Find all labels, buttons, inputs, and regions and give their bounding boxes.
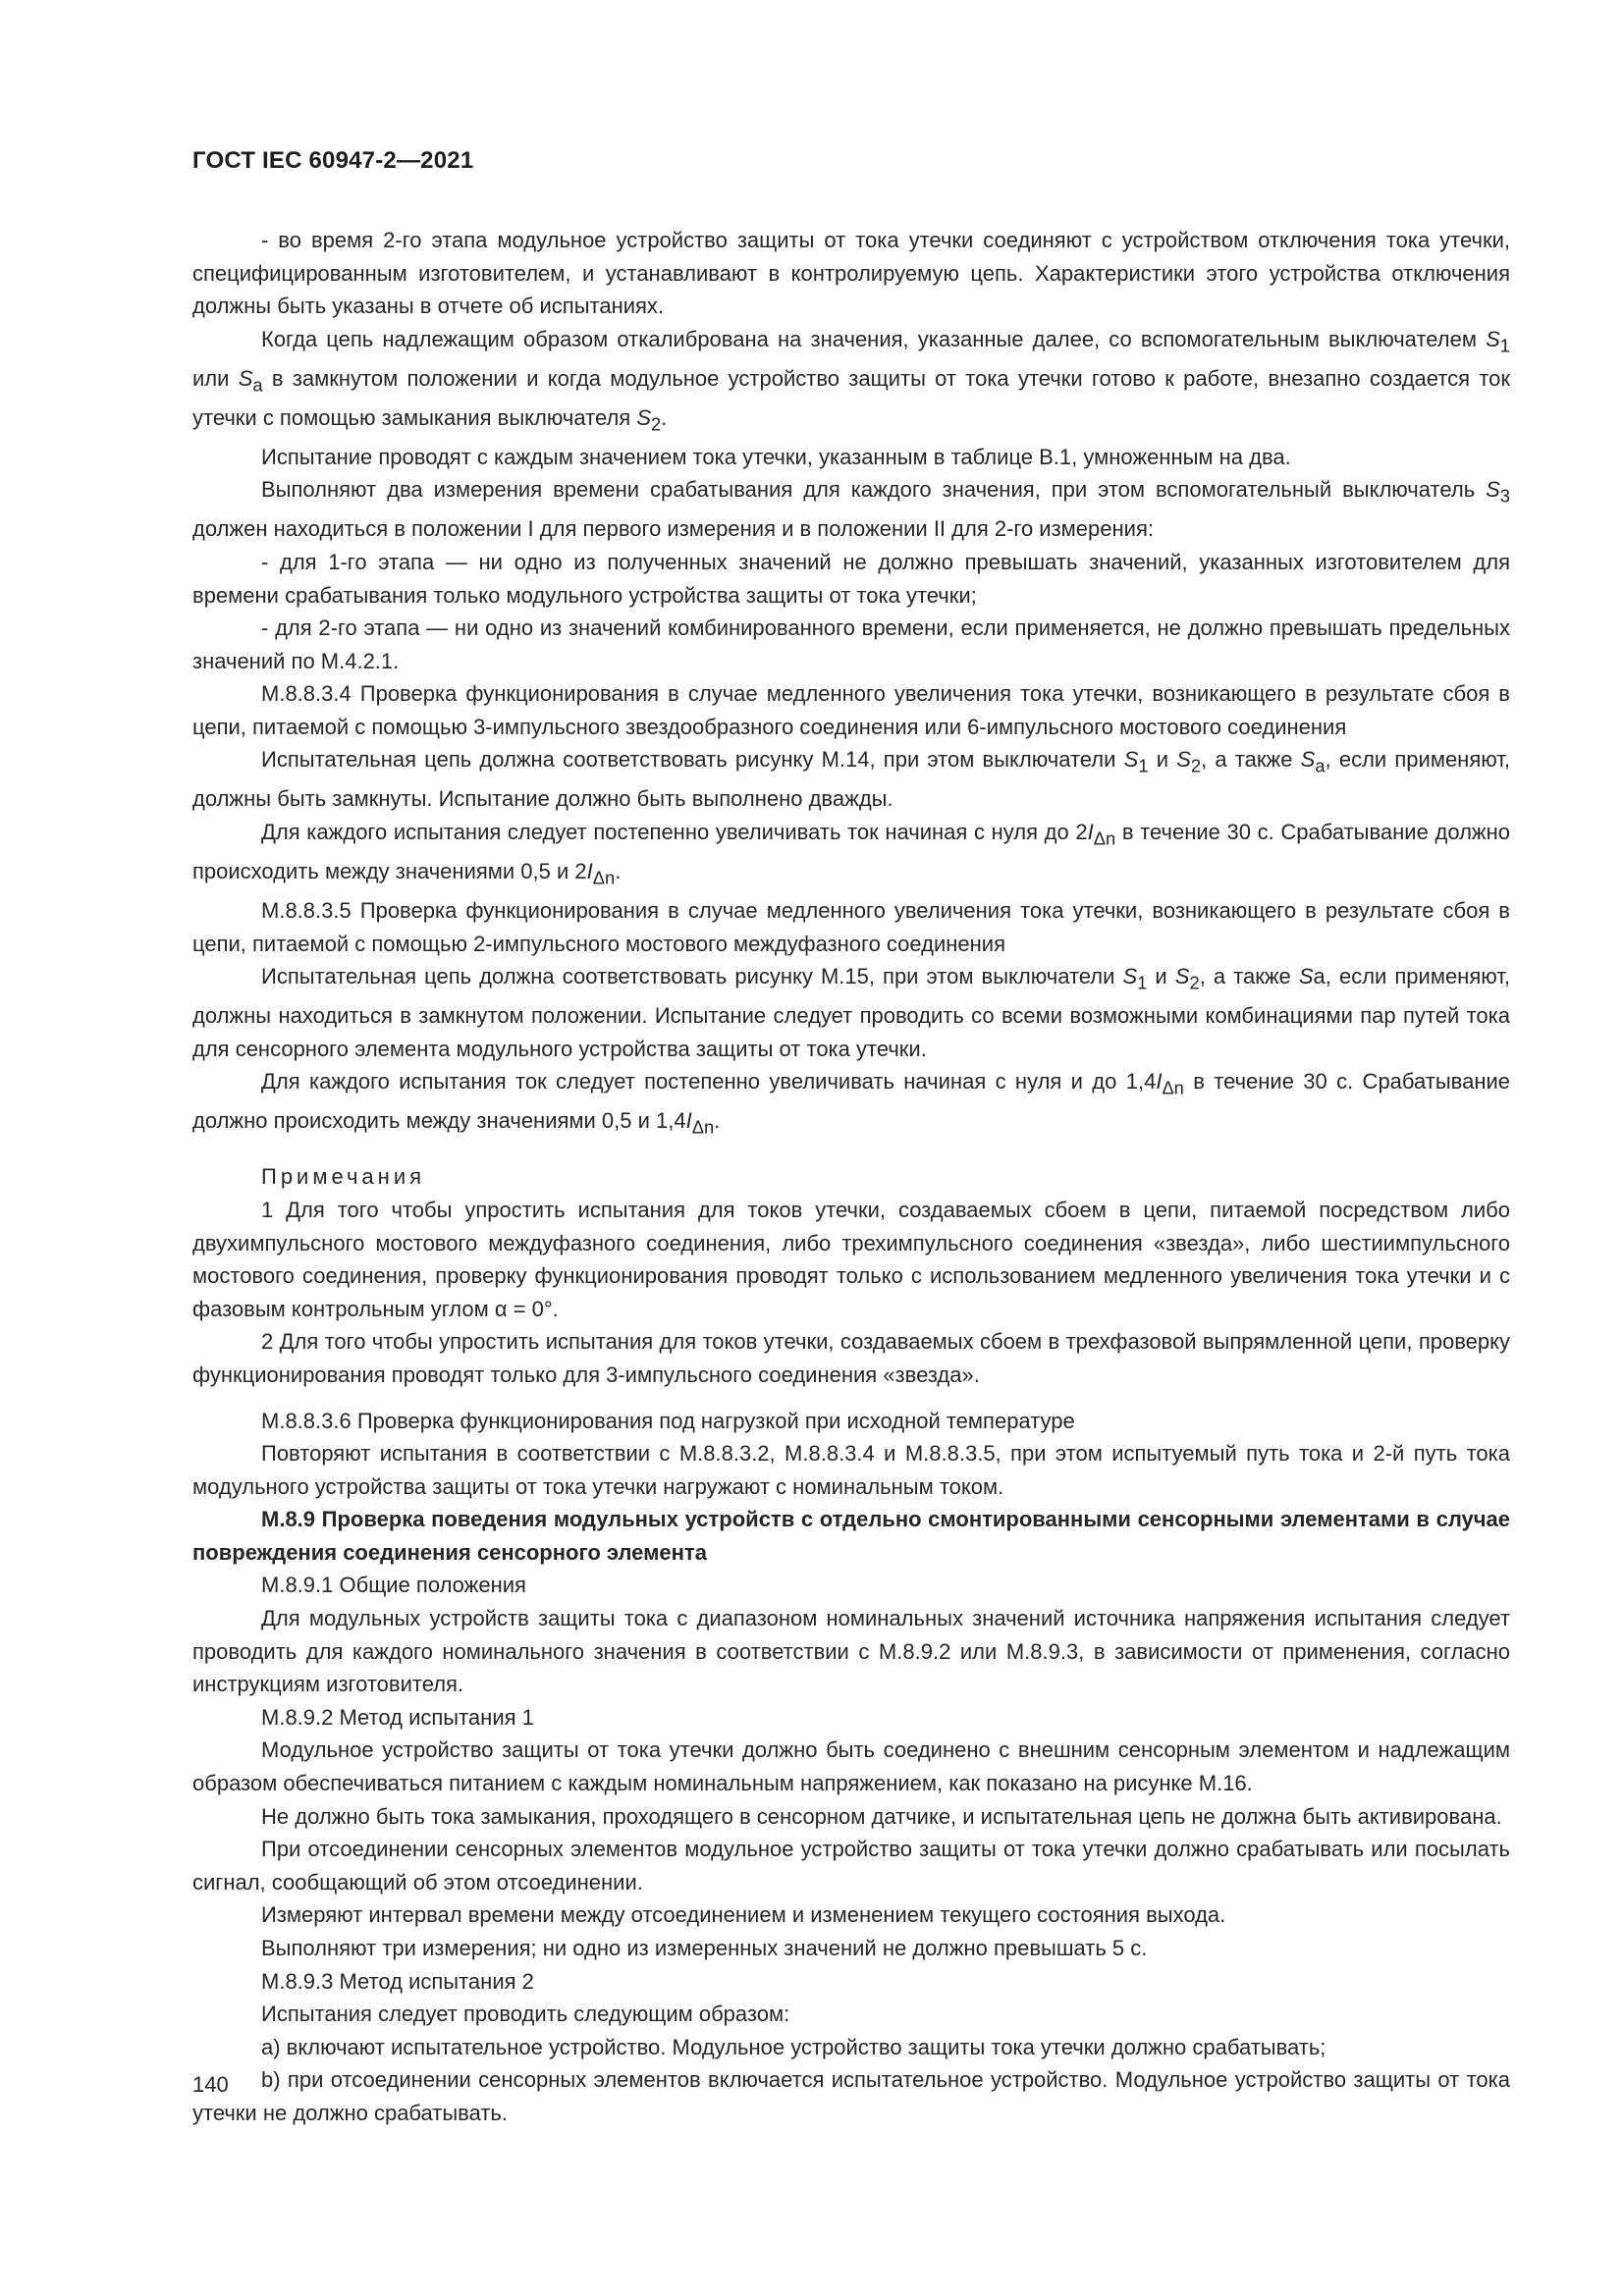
paragraph: При отсоединении сенсорных элементов модульное устройство защиты от тока утечки должно срабатывать или посылать сигнал, сообщающий об этом отсоединении. [192,1837,1510,1895]
paragraph: Когда цепь надлежащим образом откалибрована на значения, указанные далее, со вспомогательным выключателем $S_1$ или $S_a$ в замкнутом положении и когда модульное устройство защиты от тока утечки готово к работе, внезапно создается ток утечки с помощью замыкания выключателя $S_2$. [192,326,1511,435]
paragraph: М.8.9.3 Метод испытания 2 [261,1968,534,1994]
paragraph: Для модульных устройств защиты тока с диапазоном номинальных значений источника напряжения испытания следует проводить для каждого номинального значения в соответствии с М.8.9.2 или М.8.9.3, в зависимости от применения, согласно инструкциям изготовителя. [192,1606,1510,1697]
paragraph: М.8.9.2 Метод испытания 1 [261,1704,534,1730]
paragraph: Выполняют два измерения времени срабатывания для каждого значения, при этом вспомогательный выключатель $S_3$ должен находиться в положении I для первого измерения и в положении II для 2-го измерения: [192,477,1510,542]
paragraph: Измеряют интервал времени между отсоединением и изменением текущего состояния выхода. [261,1902,1226,1928]
paragraph: - во время 2-го этапа модульное устройство защиты от тока утечки соединяют с устройством отключения тока утечки, специфицированным изготовителем, и устанавливают в контролируемую цепь. Характеристики этого устройства отключения должны быть указаны в отчете об испытаниях. [192,228,1510,319]
paragraph: Испытательная цепь должна соответствовать рисунку М.14, при этом выключатели $S_1$ и $S_2$, а также $S_a$, если применяют, должны быть замкнуты. Испытание должно быть выполнено дважды. [192,747,1511,812]
document-header: ГОСТ IEC 60947-2—2021 [192,147,474,174]
paragraph: Не должно быть тока замыкания, проходящего в сенсорном датчике, и испытательная цепь не должна быть активирована. [261,1803,1502,1829]
paragraph: М.8.8.3.4 Проверка функционирования в случае медленного увеличения тока утечки, возникающего в результате сбоя в цепи, питаемой с помощью 3-импульсного звездообразного соединения или 6-импульсного мостового соединения [192,681,1510,739]
paragraph: Повторяют испытания в соответствии с М.8.8.3.2, М.8.8.3.4 и М.8.8.3.5, при этом испытуемый путь тока и 2-й путь тока модульного устройства защиты от тока утечки нагружают с номинальным током. [192,1441,1510,1499]
paragraph: a) включают испытательное устройство. Модульное устройство защиты тока утечки должно срабатывать; [261,2034,1326,2059]
paragraph: - для 2-го этапа — ни одно из значений комбинированного времени, если применяется, не должно превышать предельных значений по М.4.2.1. [192,615,1510,673]
paragraph: Выполняют три измерения; ни одно из измеренных значений не должно превышать 5 с. [261,1936,1148,1960]
paragraph: Испытание проводят с каждым значением тока утечки, указанным в таблице В.1, умноженным на два. [261,444,1291,469]
page-number: 140 [192,2072,229,2097]
paragraph: Модульное устройство защиты от тока утечки должно быть соединено с внешним сенсорным элементом и надлежащим образом обеспечиваться питанием с каждым номинальным напряжением, как показано на рисунке М.16. [192,1737,1510,1796]
paragraph: 1 Для того чтобы упростить испытания для токов утечки, создаваемых сбоем в цепи, питаемой посредством либо двухимпульсного мостового междуфазного соединения, либо трехимпульсного соединения «звезда», либо шестиимпульсного мостового соединения, проверку функционирования проводят только с использованием медленного увеличения тока утечки и с фазовым контрольным углом α = 0°. [192,1197,1510,1321]
paragraph: Для каждого испытания следует постепенно увеличивать ток начиная с нуля до $2I_{\Delta n}$ в течение 30 с. Срабатывание должно происходить между значениями 0,5 и $2I_{\Delta n}$. [192,820,1511,888]
paragraph: М.8.9.1 Общие положения [261,1573,526,1598]
paragraph: Испытания следует проводить следующим образом: [261,2002,790,2027]
paragraph: b) при отсоединении сенсорных элементов включается испытательное устройство. Модульное устройство защиты от тока утечки не должно срабатывать. [192,2067,1510,2125]
paragraph: М.8.9 Проверка поведения модульных устройств с отдельно смонтированными сенсорными элементами в случае повреждения соединения сенсорного элемента [192,1507,1510,1565]
paragraph: М.8.8.3.5 Проверка функционирования в случае медленного увеличения тока утечки, возникающего в результате сбоя в цепи, питаемой с помощью 2-импульсного мостового междуфазного соединения [192,898,1510,956]
paragraph: - для 1-го этапа — ни одно из полученных значений не должно превышать значений, указанных изготовителем для времени срабатывания только модульного устройства защиты от тока утечки; [192,549,1510,608]
paragraph: 2 Для того чтобы упростить испытания для токов утечки, создаваемых сбоем в трехфазовой выпрямленной цепи, проверку функционирования проводят только для 3-импульсного соединения «звезда». [192,1329,1510,1387]
paragraph: Для каждого испытания ток следует постепенно увеличивать начиная с нуля и до $1,4I_{\Delta n}$ в течение 30 с. Срабатывание должно происходить между значениями 0,5 и $1,4I_{\Delta n}$. [192,1069,1511,1138]
paragraph: М.8.8.3.6 Проверка функционирования под нагрузкой при исходной температуре [261,1408,1075,1433]
document-body [192,224,1510,2130]
paragraph: Примечания [261,1164,426,1190]
paragraph: Испытательная цепь должна соответствовать рисунку М.15, при этом выключатели $S_1$ и $S_2$, а также Sa, если применяют, должны находиться в замкнутом положении. Испытание следует проводить со всеми возможными комбинациями пар путей тока для сенсорного элемента модульного устройства защиты от тока утечки. [192,964,1511,1061]
